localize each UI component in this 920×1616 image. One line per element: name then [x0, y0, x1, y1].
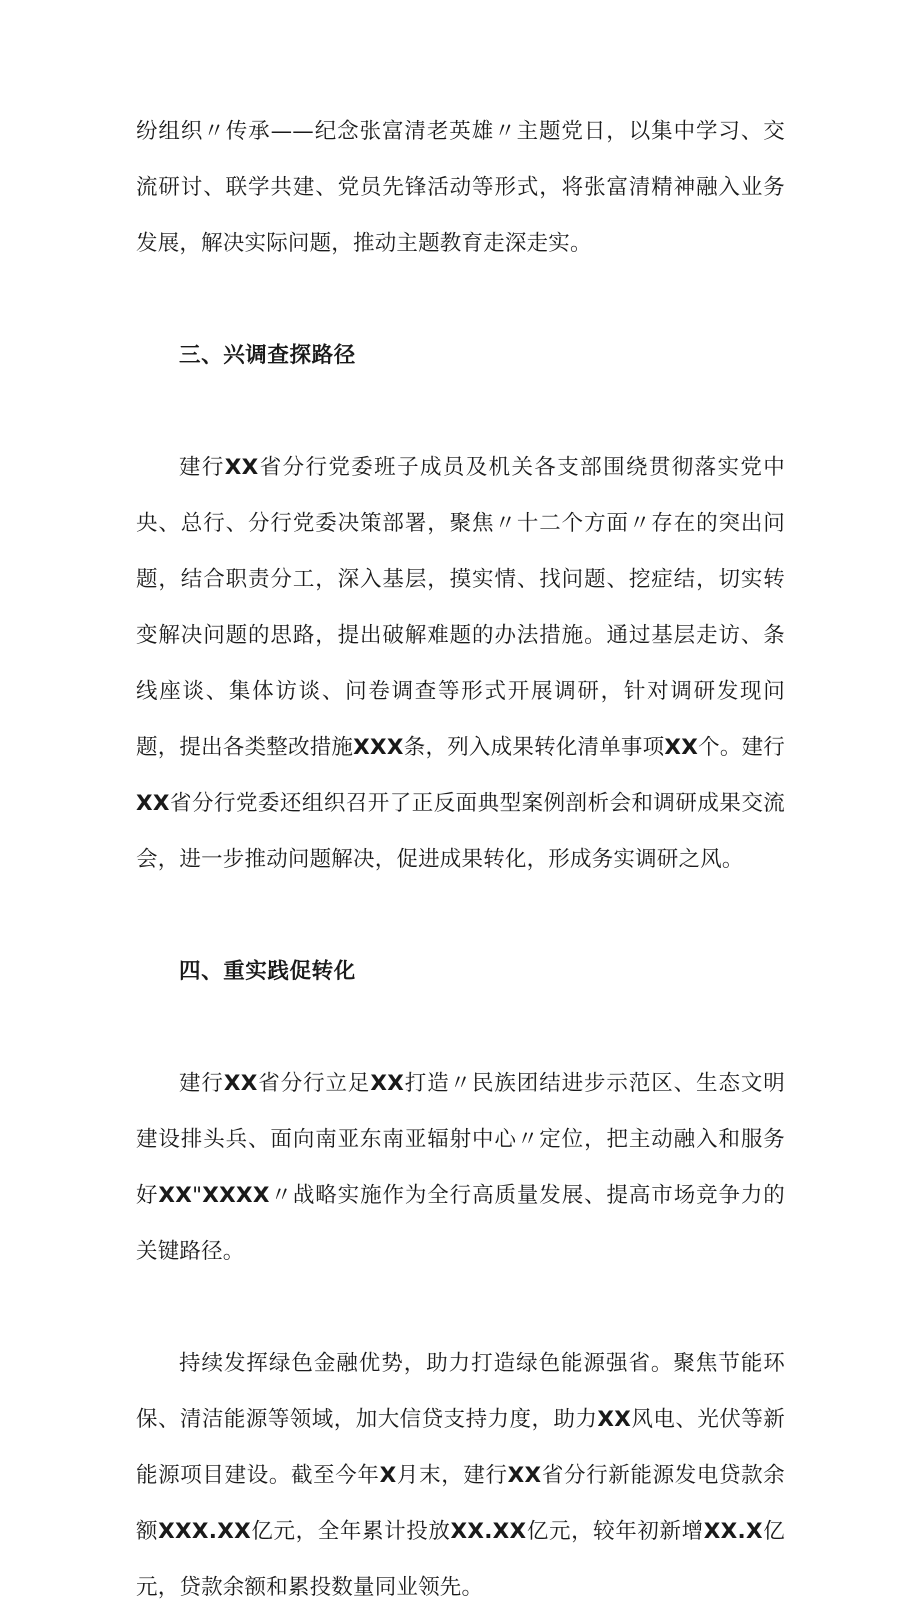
paragraph-continued-top: 纷组织〃传承——纪念张富清老英雄〃主题党日，以集中学习、交流研讨、联学共建、党员先锋活动等形式，将张富清精神融入业务发展，解决实际问题，推动主题教育走深走实。 [136, 119, 785, 256]
section-heading-four: 四、重实践促转化 [179, 959, 356, 984]
paragraph-section-three-body: 建行XX省分行党委班子成员及机关各支部围绕贯彻落实党中央、总行、分行党委决策部署，聚焦〃十二个方面〃存在的突出问题，结合职责分工，深入基层，摸实情、找问题、挖症结，切实转变解决问题的思路，提出破解难题的办法措施。通过基层走访、条线座谈、集体访谈、问卷调查等形式开展调研，针对调研发现问题，提出各类整改措施XXX条，列入成果转化清单事项XX个。建行XX省分行党委还组织召开了正反面典型案例剖析会和调研成果交流会，进一步推动问题解决，促进成果转化，形成务实调研之风。 [136, 455, 785, 872]
paragraph-section-four-green-finance: 持续发挥绿色金融优势，助力打造绿色能源强省。聚焦节能环保、清洁能源等领域，加大信贷支持力度，助力XX风电、光伏等新能源项目建设。截至今年X月末，建行XX省分行新能源发电贷款余额XXX.XX亿元，全年累计投放XX.XX亿元，较年初新增XX.X亿元，贷款余额和累投数量同业领先。 [136, 1351, 786, 1600]
paragraph-section-four-positioning: 建行XX省分行立足XX打造〃民族团结进步示范区、生态文明建设排头兵、面向南亚东南亚辐射中心〃定位，把主动融入和服务好XX"XXXX〃战略实施作为全行高质量发展、提高市场竞争力的关键路径。 [136, 1071, 785, 1264]
section-heading-three: 三、兴调查探路径 [179, 343, 356, 368]
document-body [136, 104, 785, 1616]
